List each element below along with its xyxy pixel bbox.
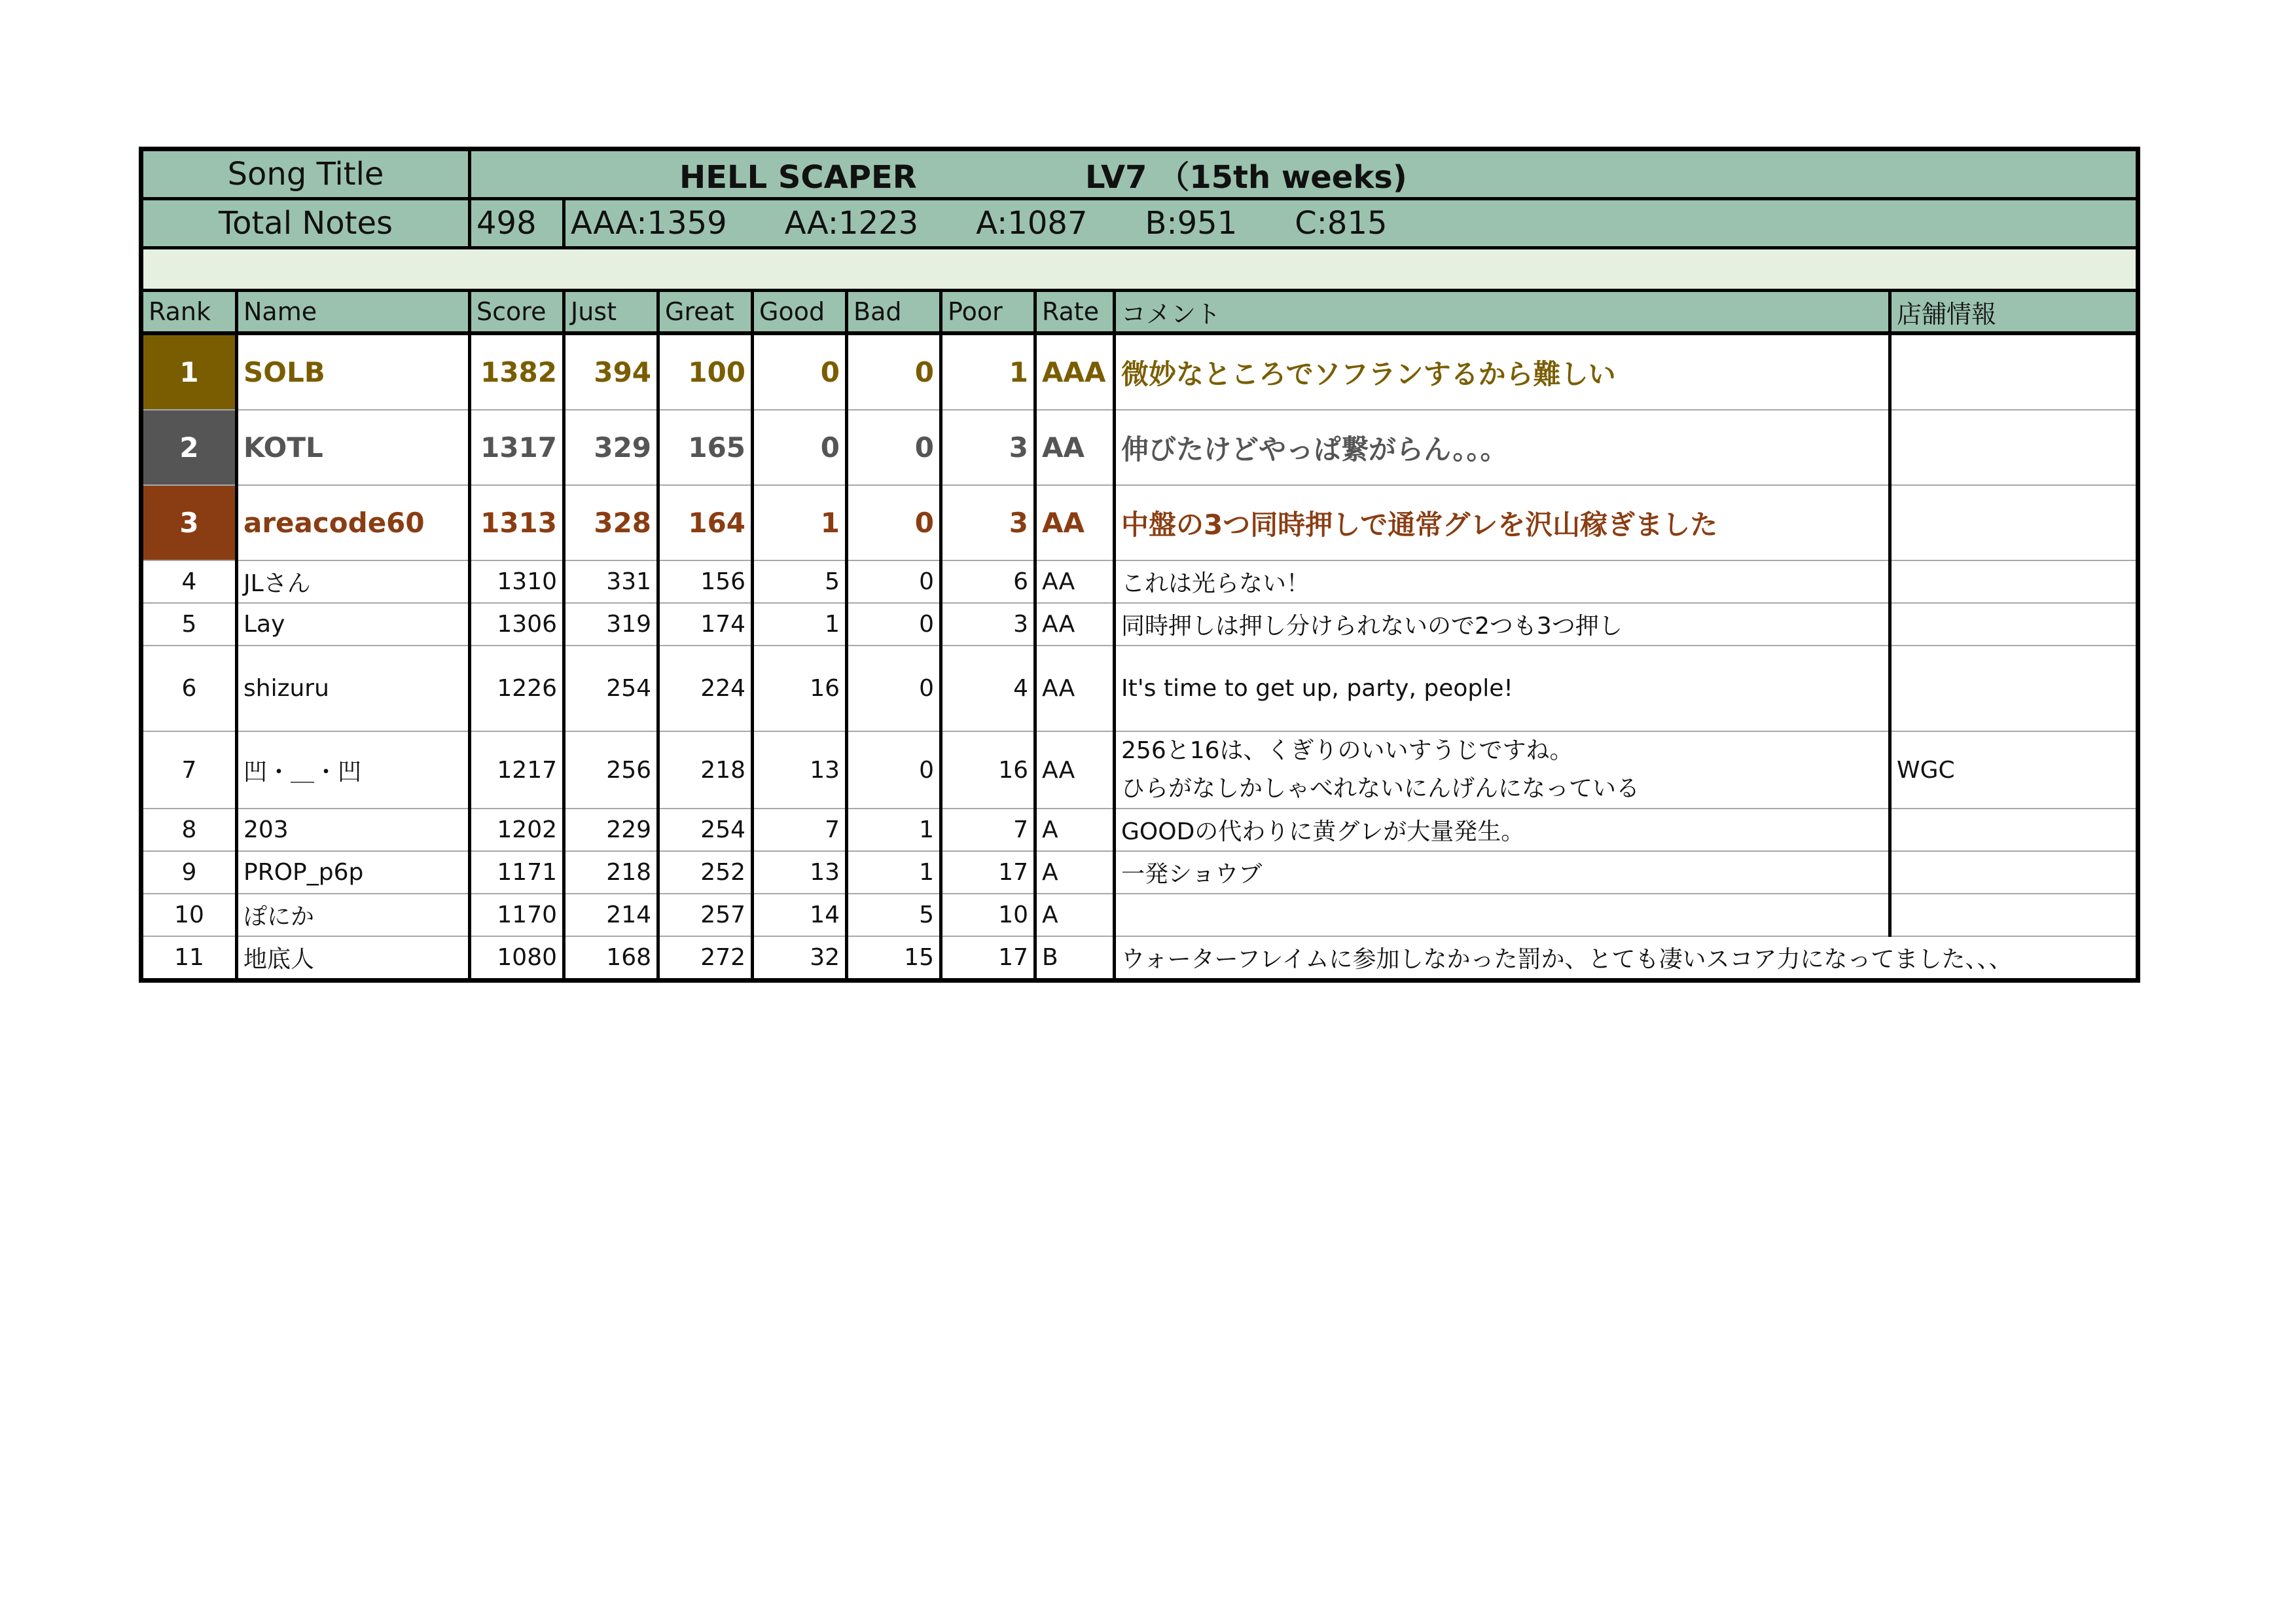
- name-cell: JLさん: [237, 560, 470, 603]
- just-cell: 328: [564, 485, 658, 560]
- store-cell: [1890, 646, 2138, 731]
- table-row: [141, 894, 2138, 936]
- col-poor: Poor: [941, 291, 1035, 334]
- great-cell: 100: [658, 333, 753, 410]
- rank-cell: 9: [141, 851, 237, 894]
- threshold-c: C:815: [1295, 205, 1388, 242]
- just-cell: 394: [564, 333, 658, 410]
- comment-cell: これは光らない！: [1115, 560, 1890, 603]
- store-cell: [1890, 333, 2138, 410]
- score-cell: 1382: [470, 333, 564, 410]
- poor-cell: 17: [941, 851, 1035, 894]
- comment-cell: [1115, 894, 1890, 936]
- good-cell: 32: [753, 936, 847, 981]
- bad-cell: 15: [847, 936, 941, 981]
- table-row: [141, 560, 2138, 603]
- rank-cell: 7: [141, 731, 237, 809]
- col-score: Score: [470, 291, 564, 334]
- poor-cell: 3: [941, 603, 1035, 646]
- comment-cell: 一発ショウブ: [1115, 851, 1890, 894]
- score-cell: 1226: [470, 646, 564, 731]
- rank-cell: 1: [141, 333, 237, 410]
- good-cell: 16: [753, 646, 847, 731]
- great-cell: 174: [658, 603, 753, 646]
- table-row: [141, 646, 2138, 731]
- name-cell: PROP_p6p: [237, 851, 470, 894]
- col-great: Great: [658, 291, 753, 334]
- col-comment: コメント: [1115, 291, 1890, 334]
- comment-cell: 伸びたけどやっぱ繋がらん。。。: [1115, 410, 1890, 485]
- store-cell: WGC: [1890, 731, 2138, 809]
- col-name: Name: [237, 291, 470, 334]
- just-cell: 319: [564, 603, 658, 646]
- table-row: [141, 936, 2138, 981]
- name-cell: Lay: [237, 603, 470, 646]
- name-cell: 203: [237, 809, 470, 851]
- grade-thresholds: [564, 199, 2138, 248]
- poor-cell: 16: [941, 731, 1035, 809]
- score-cell: 1171: [470, 851, 564, 894]
- song-title-label: Song Title: [141, 149, 470, 199]
- rate-cell: AA: [1035, 731, 1115, 809]
- comment-line: 256と16は、くぎりのいいすうじですね。: [1121, 737, 1573, 764]
- col-just: Just: [564, 291, 658, 334]
- great-cell: 252: [658, 851, 753, 894]
- rate-cell: A: [1035, 894, 1115, 936]
- store-cell: [1890, 410, 2138, 485]
- rate-cell: A: [1035, 851, 1115, 894]
- rate-cell: B: [1035, 936, 1115, 981]
- just-cell: 256: [564, 731, 658, 809]
- spacer-row: [141, 248, 2138, 291]
- score-cell: 1313: [470, 485, 564, 560]
- score-cell: 1080: [470, 936, 564, 981]
- bad-cell: 0: [847, 646, 941, 731]
- column-header-row: [141, 291, 2138, 334]
- comment-cell: ウォーターフレイムに参加しなかった罰か、とても凄いスコア力になってました、、、: [1115, 936, 2138, 981]
- rate-cell: AA: [1035, 646, 1115, 731]
- bad-cell: 0: [847, 603, 941, 646]
- store-cell: [1890, 809, 2138, 851]
- comment-cell: It's time to get up, party, people!: [1115, 646, 1890, 731]
- song-level: LV7 （15th weeks): [1085, 158, 1407, 196]
- score-cell: 1170: [470, 894, 564, 936]
- just-cell: 168: [564, 936, 658, 981]
- table-row: [141, 851, 2138, 894]
- name-cell: shizuru: [237, 646, 470, 731]
- table-row: [141, 485, 2138, 560]
- threshold-aaa: AAA:1359: [571, 205, 727, 242]
- table-row: [141, 809, 2138, 851]
- good-cell: 7: [753, 809, 847, 851]
- table-row: [141, 333, 2138, 410]
- bad-cell: 0: [847, 560, 941, 603]
- name-cell: 地底人: [237, 936, 470, 981]
- name-cell: areacode60: [237, 485, 470, 560]
- store-cell: [1890, 560, 2138, 603]
- rate-cell: AA: [1035, 560, 1115, 603]
- score-cell: 1306: [470, 603, 564, 646]
- just-cell: 229: [564, 809, 658, 851]
- rank-cell: 6: [141, 646, 237, 731]
- just-cell: 214: [564, 894, 658, 936]
- rate-cell: AA: [1035, 485, 1115, 560]
- poor-cell: 6: [941, 560, 1035, 603]
- bad-cell: 1: [847, 809, 941, 851]
- bad-cell: 5: [847, 894, 941, 936]
- poor-cell: 1: [941, 333, 1035, 410]
- comment-cell: 中盤の3つ同時押しで通常グレを沢山稼ぎました: [1115, 485, 1890, 560]
- just-cell: 254: [564, 646, 658, 731]
- great-cell: 218: [658, 731, 753, 809]
- great-cell: 224: [658, 646, 753, 731]
- rank-cell: 8: [141, 809, 237, 851]
- rank-cell: 5: [141, 603, 237, 646]
- just-cell: 329: [564, 410, 658, 485]
- threshold-a: A:1087: [976, 205, 1088, 242]
- good-cell: 13: [753, 731, 847, 809]
- store-cell: [1890, 894, 2138, 936]
- rank-cell: 4: [141, 560, 237, 603]
- col-good: Good: [753, 291, 847, 334]
- name-cell: ぽにか: [237, 894, 470, 936]
- bad-cell: 0: [847, 410, 941, 485]
- table-row: [141, 731, 2138, 809]
- bad-cell: 1: [847, 851, 941, 894]
- great-cell: 254: [658, 809, 753, 851]
- rate-cell: AA: [1035, 603, 1115, 646]
- store-cell: [1890, 485, 2138, 560]
- comment-cell: 微妙なところでソフランするから難しい: [1115, 333, 1890, 410]
- good-cell: 1: [753, 603, 847, 646]
- rate-cell: AA: [1035, 410, 1115, 485]
- great-cell: 156: [658, 560, 753, 603]
- bad-cell: 0: [847, 333, 941, 410]
- comment-cell: [1115, 731, 1890, 809]
- col-rate: Rate: [1035, 291, 1115, 334]
- comment-cell: 同時押しは押し分けられないので2つも3つ押し: [1115, 603, 1890, 646]
- poor-cell: 3: [941, 485, 1035, 560]
- comment-cell: GOODの代わりに黄グレが大量発生。: [1115, 809, 1890, 851]
- bad-cell: 0: [847, 485, 941, 560]
- good-cell: 14: [753, 894, 847, 936]
- song-title: HELL SCAPER: [679, 158, 917, 196]
- rank-cell: 10: [141, 894, 237, 936]
- poor-cell: 4: [941, 646, 1035, 731]
- name-cell: 凹・＿・凹: [237, 731, 470, 809]
- great-cell: 257: [658, 894, 753, 936]
- col-rank: Rank: [141, 291, 237, 334]
- score-cell: 1317: [470, 410, 564, 485]
- rank-cell: 3: [141, 485, 237, 560]
- threshold-b: B:951: [1145, 205, 1238, 242]
- table-row: [141, 410, 2138, 485]
- score-cell: 1217: [470, 731, 564, 809]
- poor-cell: 7: [941, 809, 1035, 851]
- threshold-aa: AA:1223: [784, 205, 919, 242]
- name-cell: KOTL: [237, 410, 470, 485]
- table-row: [141, 603, 2138, 646]
- store-cell: [1890, 603, 2138, 646]
- great-cell: 164: [658, 485, 753, 560]
- poor-cell: 17: [941, 936, 1035, 981]
- store-cell: [1890, 851, 2138, 894]
- good-cell: 5: [753, 560, 847, 603]
- col-store: 店舗情報: [1890, 291, 2138, 334]
- ranking-sheet: [139, 147, 2140, 983]
- poor-cell: 3: [941, 410, 1035, 485]
- comment-line: ひらがなしかしゃべれないにんげんになっている: [1121, 775, 1640, 802]
- rate-cell: A: [1035, 809, 1115, 851]
- rank-cell: 11: [141, 936, 237, 981]
- bad-cell: 0: [847, 731, 941, 809]
- good-cell: 1: [753, 485, 847, 560]
- song-title-cell: [470, 149, 2138, 199]
- poor-cell: 10: [941, 894, 1035, 936]
- total-notes-value: 498: [470, 199, 564, 248]
- good-cell: 0: [753, 410, 847, 485]
- great-cell: 272: [658, 936, 753, 981]
- score-cell: 1202: [470, 809, 564, 851]
- great-cell: 165: [658, 410, 753, 485]
- just-cell: 331: [564, 560, 658, 603]
- just-cell: 218: [564, 851, 658, 894]
- score-cell: 1310: [470, 560, 564, 603]
- good-cell: 0: [753, 333, 847, 410]
- rank-cell: 2: [141, 410, 237, 485]
- total-notes-label: Total Notes: [141, 199, 470, 248]
- good-cell: 13: [753, 851, 847, 894]
- name-cell: SOLB: [237, 333, 470, 410]
- col-bad: Bad: [847, 291, 941, 334]
- rate-cell: AAA: [1035, 333, 1115, 410]
